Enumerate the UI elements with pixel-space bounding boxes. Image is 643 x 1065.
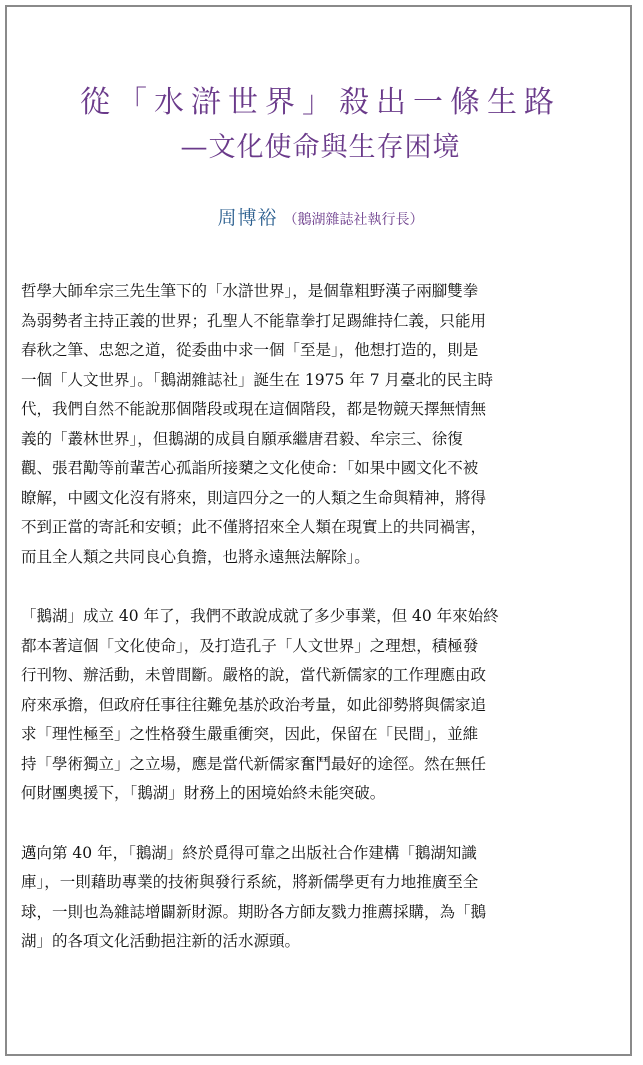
author-name: 周博裕: [217, 207, 278, 229]
paragraph-3: [21, 839, 622, 957]
author-affiliation: （鵝湖雜誌社執行長）: [283, 212, 424, 228]
byline: [7, 203, 634, 230]
paragraph-line: 代，我們自然不能說那個階段或現在這個階段，都是物競天擇無情無: [21, 400, 487, 418]
paragraph-line: 庫」，一則藉助專業的技術與發行系統，將新儒學更有力地推廣至全: [21, 873, 479, 891]
paragraph-line: 義的「叢林世界」，但鵝湖的成員自願承繼唐君毅、牟宗三、徐復: [21, 429, 463, 448]
paragraph-line: 持「學術獨立」之立場，應是當代新儒家奮鬥最好的途徑。然在無任: [21, 754, 487, 773]
paragraph-line: 為弱勢者主持正義的世界；孔聖人不能靠拳打足踢維持仁義，只能用: [21, 311, 487, 330]
paragraph-1: [21, 277, 622, 572]
paragraph-line: 而且全人類之共同良心負擔，也將永遠無法解除」。: [21, 547, 370, 566]
paragraph-line: 行刊物、辦活動，未曾間斷。嚴格的說，當代新儒家的工作理應由政: [21, 666, 487, 684]
paragraph-line: 球，一則也為雜誌增闢新財源。期盼各方師友戮力推薦採購，為「鵝: [21, 902, 487, 921]
paragraph-line: 邁向第 40 年，「鵝湖」終於覓得可靠之出版社合作建構「鵝湖知識: [21, 843, 477, 862]
paragraph-2: [21, 602, 622, 809]
page-frame: [5, 5, 632, 1056]
paragraph-line: 不到正當的寄託和安頓；此不僅將招來全人類在現實上的共同禍害，: [21, 518, 487, 536]
article-subtitle: —文化使命與生存困境: [180, 132, 461, 163]
paragraph-line: 觀、張君勱等前輩苦心孤詣所接櫫之文化使命：「如果中國文化不被: [21, 459, 479, 477]
paragraph-line: 求「理性極至」之性格發生嚴重衝突，因此，保留在「民間」，並維: [21, 725, 479, 743]
paragraph-line: 哲學大師牟宗三先生筆下的「水滸世界」，是個靠粗野漢子兩腳雙拳: [21, 282, 479, 300]
paragraph-line: 府來承擔，但政府任事往往難免基於政治考量，如此卻勢將與儒家追: [21, 695, 487, 714]
paragraph-line: 「鵝湖」成立 40 年了，我們不敢說成就了多少事業，但 40 年來始終: [21, 607, 499, 625]
article-title: 從「水滸世界」殺出一條生路: [80, 85, 561, 120]
article-body: [21, 277, 622, 987]
paragraph-line: 湖」的各項文化活動挹注新的活水源頭。: [21, 932, 301, 950]
paragraph-line: 春秋之筆、忠恕之道，從委曲中求一個「至是」，他想打造的，則是: [21, 341, 479, 359]
paragraph-line: 一個「人文世界」。「鵝湖雜誌社」誕生在 1975 年 7 月臺北的民主時: [21, 370, 494, 389]
paragraph-line: 瞭解，中國文化沒有將來，則這四分之一的人類之生命與精神，將得: [21, 488, 487, 507]
paragraph-line: 都本著這個「文化使命」，及打造孔子「人文世界」之理想，積極發: [21, 636, 479, 655]
paragraph-line: 何財團奧援下，「鵝湖」財務上的困境始終未能突破。: [21, 784, 386, 802]
